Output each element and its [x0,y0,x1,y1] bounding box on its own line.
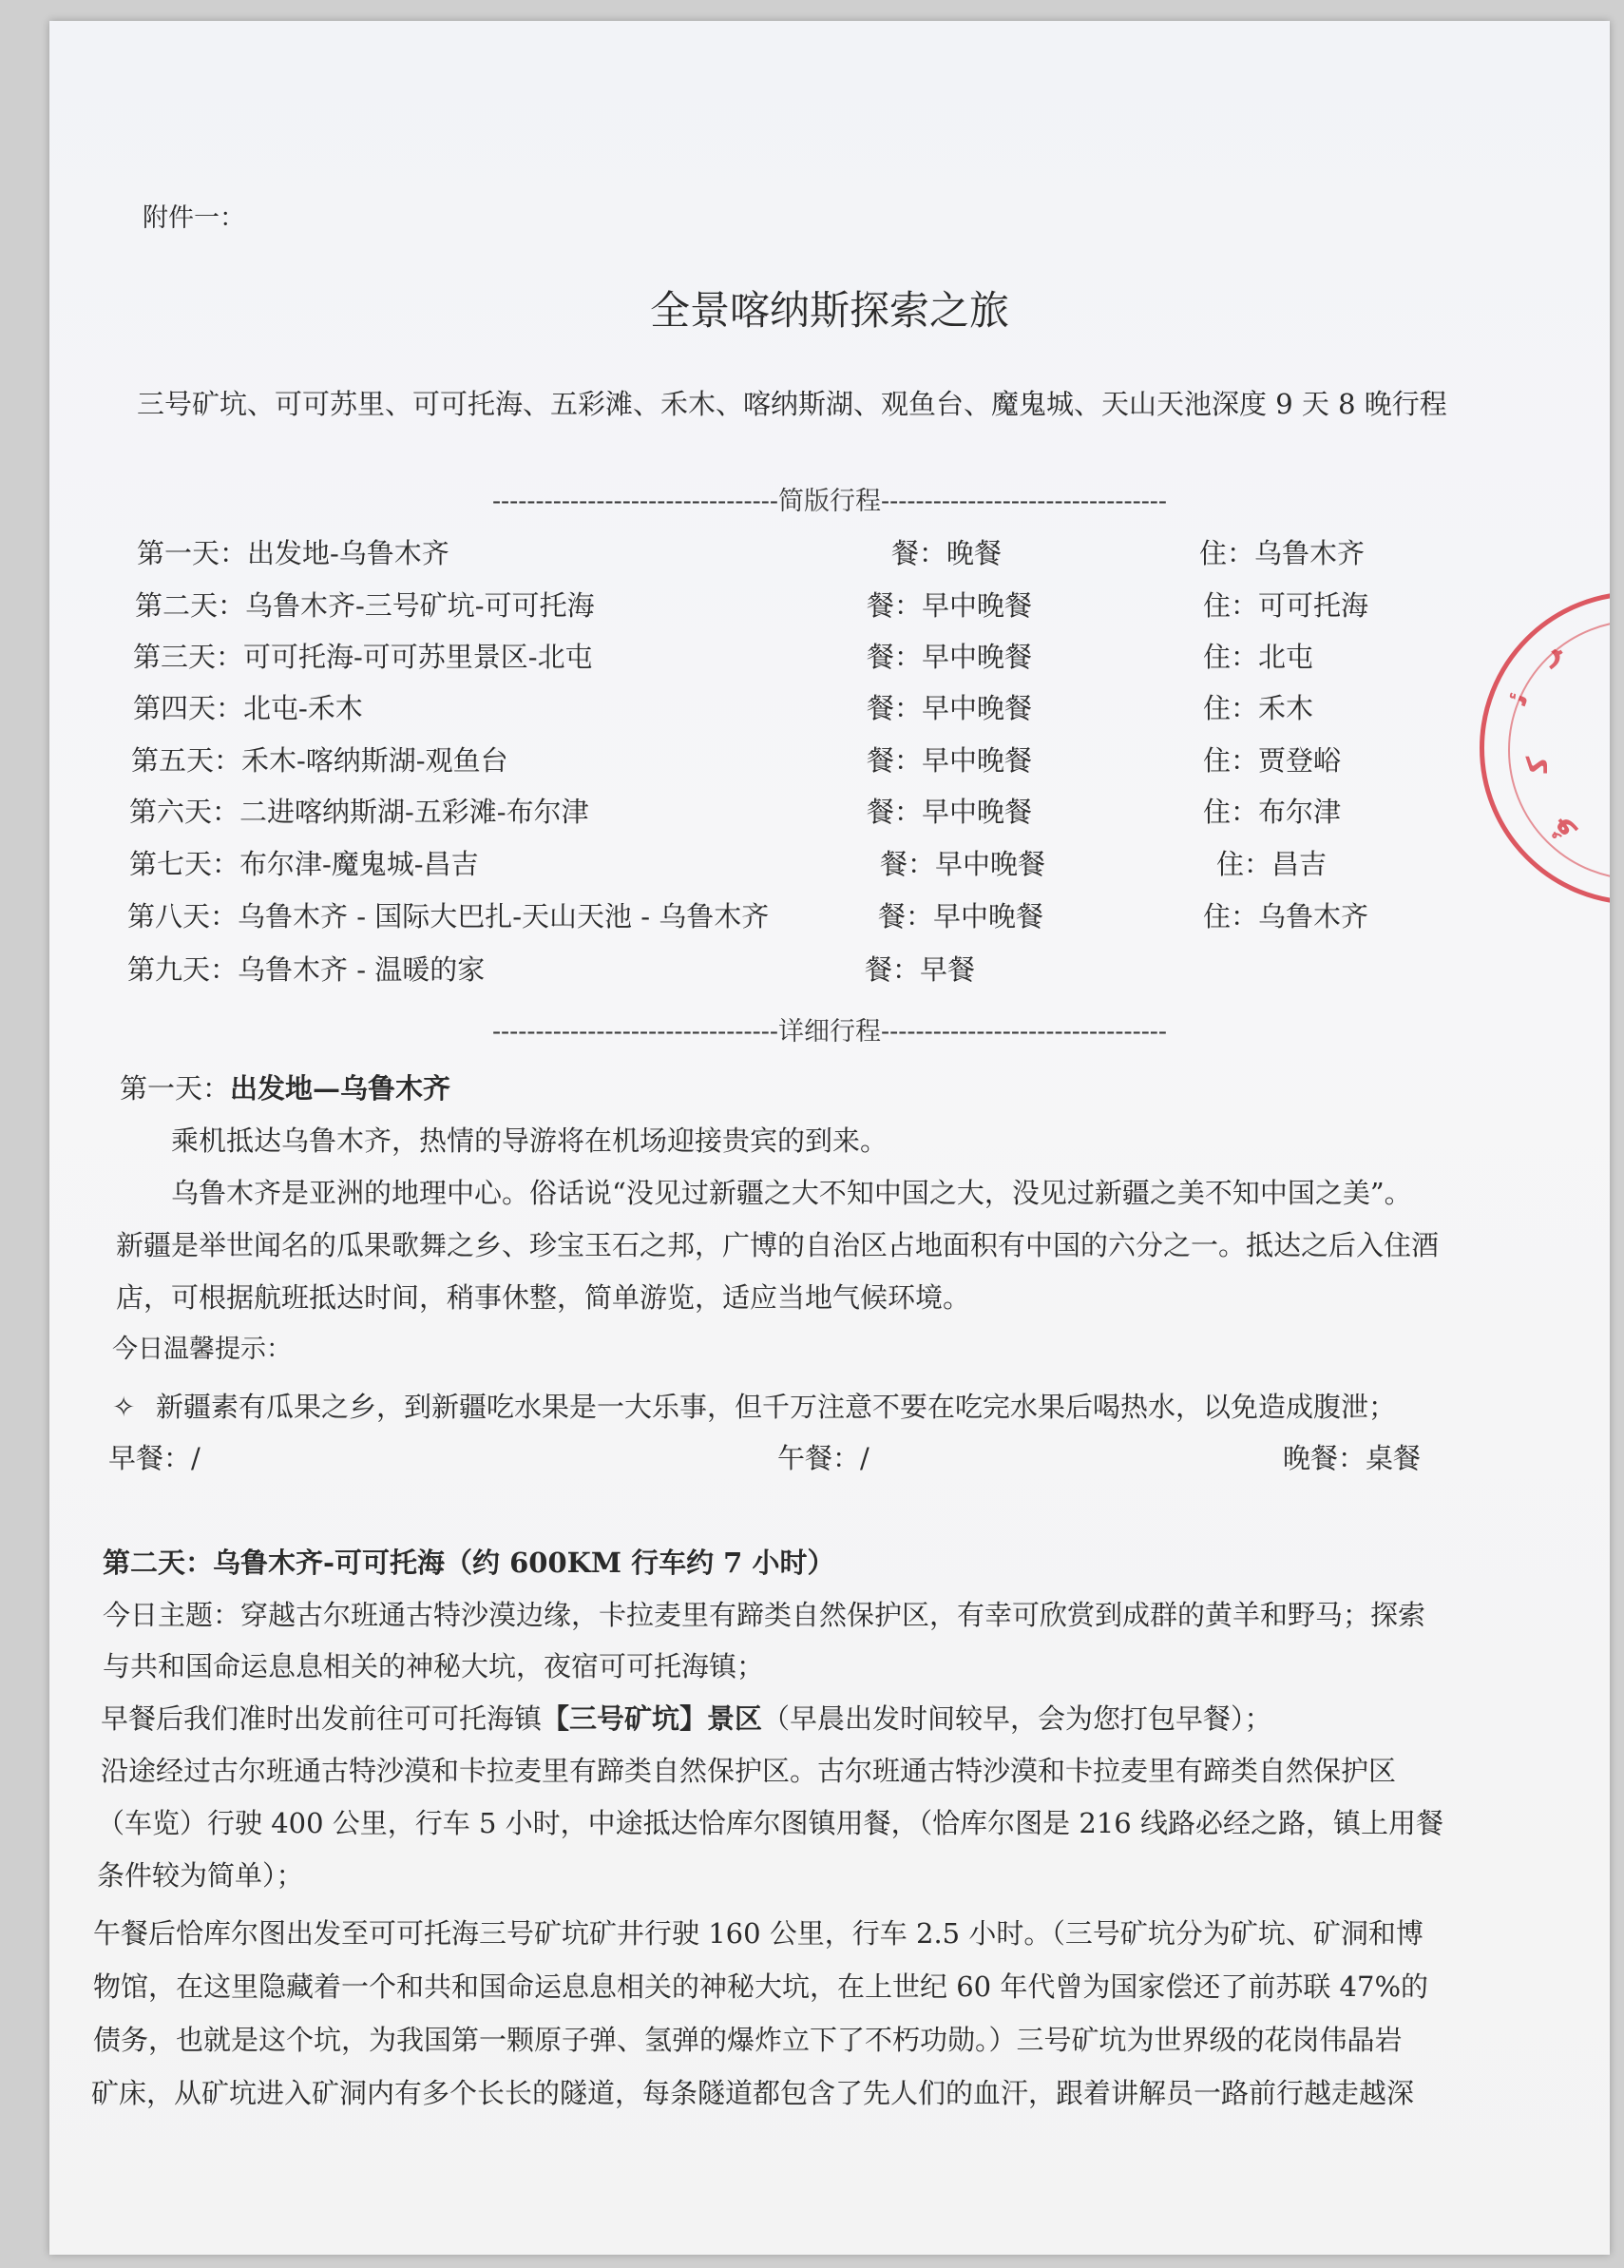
brief-stay: 住：禾木 [1203,692,1314,724]
company-seal: ﺋ ﺮ ﻛ ﯘ [1480,591,1610,905]
day2-theme: 与共和国命运息息相关的神秘大坑，夜宿可可托海镇； [103,1650,765,1682]
day2-line: 债务，也就是这个坑，为我国第一颗原子弹、氢弹的爆炸立下了不朽功勋。）三号矿坑为世界级的花岗伟晶岩 [93,2024,1403,2056]
brief-day: 第八天：乌鲁木齐 - 国际大巴扎-天山天池 - 乌鲁木齐 [127,900,770,932]
day1-paragraph: 新疆是举世闻名的瓜果歌舞之乡、珍宝玉石之邦，广博的自治区占地面积有中国的六分之一。抵达之后入住酒 [116,1229,1440,1261]
page-title: 全景喀纳斯探索之旅 [649,287,1009,334]
day2-line: 沿途经过古尔班通古特沙漠和卡拉麦里有蹄类自然保护区。古尔班通古特沙漠和卡拉麦里有蹄类自然保护区 [101,1755,1397,1787]
brief-stay: 住：可可托海 [1203,589,1369,622]
brief-day: 第一天：出发地-乌鲁木齐 [137,537,449,569]
brief-stay: 住：昌吉 [1216,848,1328,880]
brief-meal: 餐：早中晚餐 [867,641,1033,673]
day1-paragraph: 乌鲁木齐是亚洲的地理中心。俗话说“没见过新疆之大不知中国之大，没见过新疆之美不知中国之美”。 [171,1177,1412,1209]
brief-meal: 餐：晚餐 [891,537,1003,569]
brief-day: 第七天：布尔津-魔鬼城-昌吉 [129,848,479,880]
day2-line-post: （早晨出发时间较早，会为您打包早餐）； [762,1702,1272,1735]
day2-heading: 第二天：乌鲁木齐-可可托海（约 600KM 行车约 7 小时） [103,1547,835,1579]
brief-stay: 住：乌鲁木齐 [1199,537,1366,569]
brief-day: 第九天：乌鲁木齐 - 温暖的家 [127,953,486,986]
brief-meal: 餐：早中晚餐 [880,848,1046,880]
day2-line: （车览）行驶 400 公里，行车 5 小时，中途抵达恰库尔图镇用餐，（恰库尔图是 216 线路必经之路，镇上用餐 [97,1807,1443,1839]
day1-lunch: 午餐：/ [777,1442,869,1474]
brief-day: 第三天：可可托海-可可苏里景区-北屯 [133,641,593,673]
brief-stay: 住：北屯 [1203,641,1314,673]
brief-meal: 餐：早中晚餐 [867,589,1033,622]
brief-stay: 住：布尔津 [1203,796,1342,828]
day2-line-pre: 早餐后我们准时出发前往可可托海镇 [101,1702,543,1735]
day1-heading-title: 出发地—乌鲁木齐 [230,1072,451,1105]
detail-divider: ---------------------------------详细行程--------------------------------- [491,1017,1168,1047]
brief-meal: 餐：早中晚餐 [878,900,1044,932]
brief-day: 第六天：二进喀纳斯湖-五彩滩-布尔津 [129,796,589,828]
brief-day: 第二天：乌鲁木齐-三号矿坑-可可托海 [135,589,595,622]
brief-day: 第四天：北屯-禾木 [133,692,363,724]
day1-tip: 新疆素有瓜果之乡，到新疆吃水果是一大乐事，但千万注意不要在吃完水果后喝热水，以免造成腹泄； [156,1391,1397,1423]
document-page [49,21,1610,2255]
day1-heading [120,1071,450,1105]
day2-line [101,1701,1272,1736]
brief-meal: 餐：早中晚餐 [867,796,1033,828]
day1-tip-label: 今日温馨提示： [112,1335,292,1364]
day2-scenic-name: 【三号矿坑】景区 [542,1702,763,1735]
brief-meal: 餐：早中晚餐 [867,692,1033,724]
brief-stay: 住：贾登峪 [1203,744,1342,777]
brief-meal: 餐：早中晚餐 [867,744,1033,777]
day1-paragraph: 乘机抵达乌鲁木齐，热情的导游将在机场迎接贵宾的到来。 [171,1124,888,1157]
tip-bullet-icon: ✧ [112,1391,136,1423]
itinerary-subtitle: 三号矿坑、可可苏里、可可托海、五彩滩、禾木、喀纳斯湖、观鱼台、魔鬼城、天山天池深度 9 天 8 晚行程 [137,388,1447,420]
day2-line: 矿床，从矿坑进入矿洞内有多个长长的隧道，每条隧道都包含了先人们的血汗，跟着讲解员一路前行越走越深 [91,2077,1415,2109]
day1-paragraph: 店，可根据航班抵达时间，稍事休整，简单游览，适应当地气候环境。 [116,1281,971,1314]
day1-breakfast: 早餐：/ [108,1442,201,1474]
day1-dinner: 晚餐：桌餐 [1283,1442,1422,1474]
day2-line: 物馆，在这里隐藏着一个和共和国命运息息相关的神秘大坑，在上世纪 60 年代曾为国家偿还了前苏联 47%的 [93,1970,1429,2003]
day2-line: 午餐后恰库尔图出发至可可托海三号矿坑矿井行驶 160 公里，行车 2.5 小时。（三号矿坑分为矿坑、矿洞和博 [93,1917,1423,1950]
brief-meal: 餐：早餐 [865,953,976,986]
day2-line: 条件较为简单）； [97,1859,304,1892]
day1-heading-prefix: 第一天： [120,1072,231,1105]
brief-day: 第五天：禾木-喀纳斯湖-观鱼台 [131,744,508,777]
day2-theme: 今日主题：穿越古尔班通古特沙漠边缘，卡拉麦里有蹄类自然保护区，有幸可欣赏到成群的黄羊和野马；探索 [103,1599,1426,1631]
brief-stay: 住：乌鲁木齐 [1203,900,1369,932]
annex-label: 附件一： [143,203,245,233]
brief-divider: ---------------------------------简版行程--------------------------------- [491,487,1168,516]
